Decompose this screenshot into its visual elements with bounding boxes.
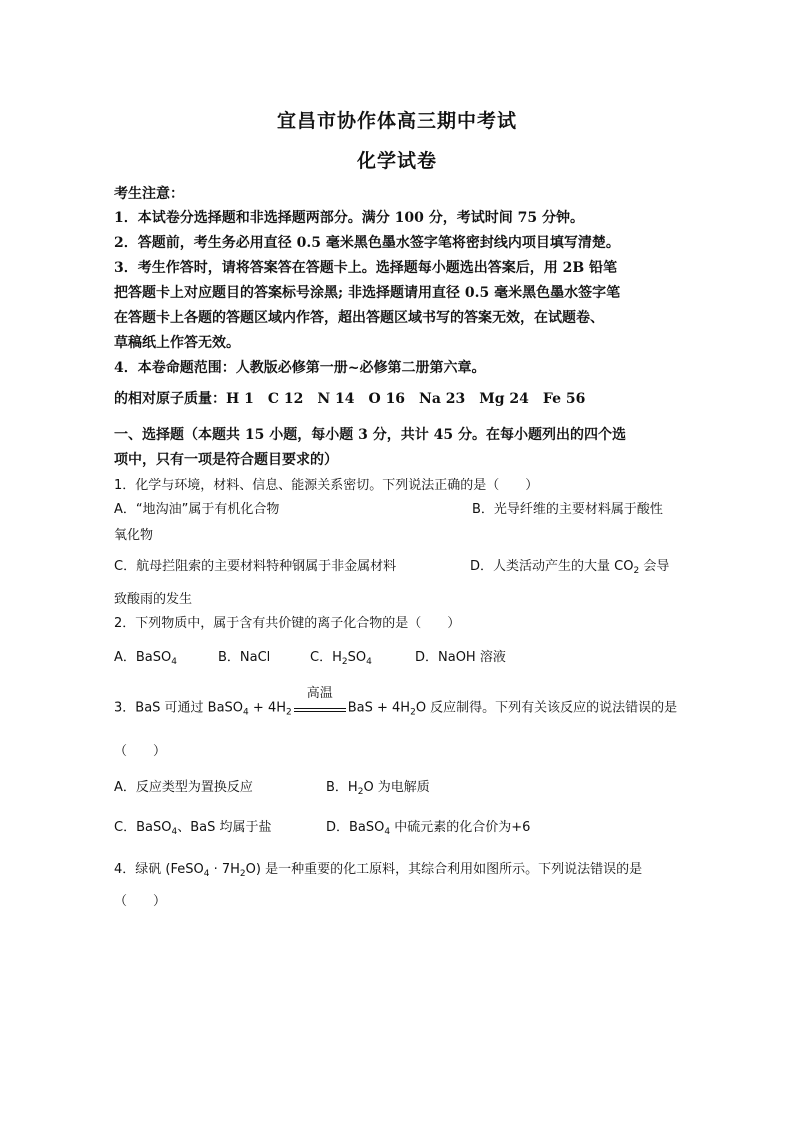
q4-bracket: （ ） [114, 894, 167, 909]
notice-item-3-line-2: 把答题卡上对应题目的答案标号涂黑; 非选择题请用直径 0.5 毫米黑色墨水签字笔 [114, 285, 621, 301]
notice-item-3-line-1: 3．考生作答时，请将答案答在答题卡上。选择题每小题选出答案后，用 2B 铅笔 [114, 260, 618, 276]
notice-item-2: 2．答题前，考生务必用直径 0.5 毫米黑色墨水签字笔将密封线内项目填写清楚。 [114, 235, 620, 251]
exam-subject-title: 化学试卷 [356, 150, 437, 172]
q1-stem: 1．化学与环境，材料、信息、能源关系密切。下列说法正确的是（ ） [114, 478, 539, 493]
notice-item-3-line-4: 草稿纸上作答无效。 [114, 335, 240, 351]
q3-option-d: D．BaSO$_4$ 中硫元素的化合价为+6 [326, 820, 531, 837]
q1-option-c: C．航母拦阻索的主要材料特种钢属于非金属材料 [114, 559, 397, 574]
q3-option-c: C．BaSO$_4$、BaS 均属于盐 [114, 820, 272, 837]
notice-heading: 考生注意： [114, 186, 184, 202]
q1-option-b-cont: 氧化物 [114, 528, 154, 543]
q3-option-b: B．$H_2O$ 为电解质 [326, 780, 430, 797]
section-heading-line-2: 项中，只有一项是符合题目要求的） [114, 452, 338, 468]
q2-option-a: A．BaSO$_4$ [114, 650, 177, 667]
q3-option-a: A．反应类型为置换反应 [114, 780, 253, 795]
q2-option-c: C．$H_2SO_4$ [310, 650, 372, 667]
notice-item-1: 1．本试卷分选择题和非选择题两部分。满分 100 分，考试时间 75 分钟。 [114, 210, 584, 226]
q1-option-b: B．光导纤维的主要材料属于酸性 [472, 502, 663, 517]
q2-option-d: D．NaOH 溶液 [415, 650, 506, 665]
q3-bracket: （ ） [114, 744, 167, 759]
q2-option-b: B．NaCl [218, 650, 271, 665]
notice-item-4: 4．本卷命题范围：人教版必修第一册~必修第二册第六章。 [114, 360, 486, 376]
reaction-condition: 高温 [294, 698, 346, 718]
q3-stem: 3．BaS 可通过 BaSO$_4$ + $4H_2$ 高温 BaS + $4H_2O$ 反应制得。下列有关该反应的说法错误的是 [114, 686, 678, 718]
q1-option-a: A．“地沟油”属于有机化合物 [114, 502, 280, 517]
q2-stem: 2．下列物质中，属于含有共价键的离子化合物的是（ ） [114, 616, 461, 631]
atomic-masses: 的相对原子质量：H 1 C 12 N 14 O 16 Na 23 Mg 24 Fe 56 [114, 391, 586, 407]
q1-option-d-cont: 致酸雨的发生 [114, 592, 193, 607]
section-heading-line-1: 一、选择题（本题共 15 小题，每小题 3 分，共计 45 分。在每小题列出的四个选 [114, 427, 626, 443]
exam-title: 宜昌市协作体高三期中考试 [276, 110, 517, 132]
notice-item-3-line-3: 在答题卡上各题的答题区域内作答，超出答题区域书写的答案无效，在试题卷、 [114, 310, 604, 326]
q1-option-d: D．人类活动产生的大量 $CO_2$ 会导 [470, 559, 670, 576]
q4-stem: 4．绿矾 (FeSO$_4$ · $7H_2O$) 是一种重要的化工原料，其综合利用如图所示。下列说法错误的是 [114, 862, 643, 879]
